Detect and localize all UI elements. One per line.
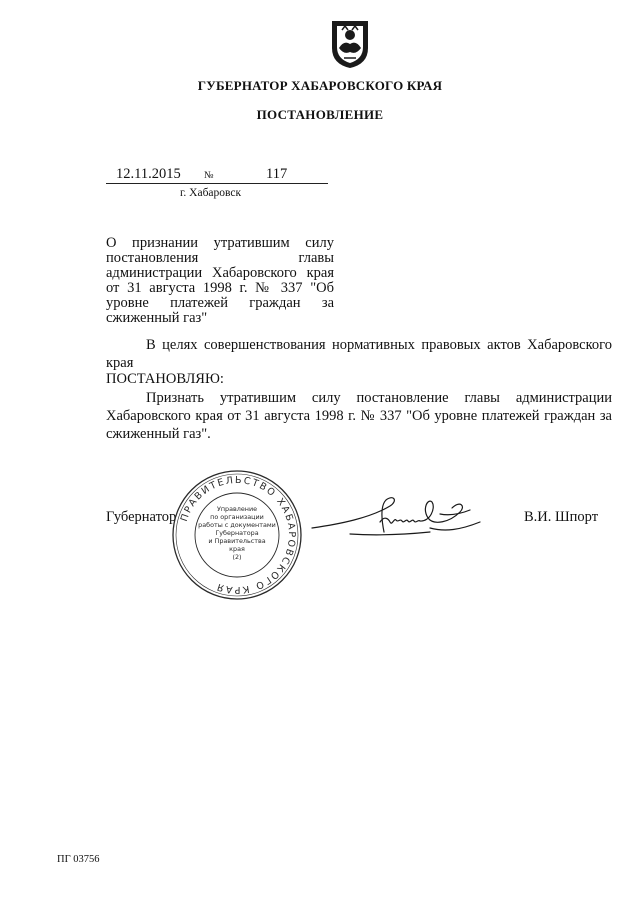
- official-seal: [170, 468, 304, 602]
- number-sign: №: [204, 170, 214, 181]
- seal-inner-line: работы с документами: [198, 521, 276, 529]
- document-subject: О признании утратившим силу постановления главы администрации Хабаровского края от 31 августа 1998 г. № 337 "Об уровне платежей граждан за сжиженный газ": [106, 235, 334, 326]
- decree-paragraph: Признать утратившим силу постановление главы администрации Хабаровского края от 31 августа 1998 г. № 337 "Об уровне платежей граждан за сжиженный газ".: [106, 390, 612, 442]
- seal-inner-line: и Правительства: [208, 537, 266, 545]
- document-city: г. Хабаровск: [180, 187, 242, 199]
- seal-inner-line: края: [229, 545, 245, 553]
- seal-outer-text: ПРАВИТЕЛЬСТВО ХАБАРОВСКОГО КРАЯ: [178, 474, 298, 596]
- seal-inner-line: Губернатора: [215, 529, 259, 537]
- document-code: ПГ 03756: [57, 854, 100, 865]
- signer-title: Губернатор: [106, 509, 177, 525]
- signer-name: В.И. Шпорт: [524, 509, 599, 525]
- document-type-title: ПОСТАНОВЛЕНИЕ: [256, 107, 384, 122]
- decree-word: ПОСТАНОВЛЯЮ:: [106, 371, 224, 387]
- preamble-paragraph: В целях совершенствования нормативных правовых актов Хабаровского края: [106, 337, 612, 371]
- document-date: 12.11.2015: [116, 166, 181, 182]
- org-title: ГУБЕРНАТОР ХАБАРОВСКОГО КРАЯ: [197, 78, 443, 93]
- date-number-underline: [106, 183, 328, 184]
- document-number: 117: [266, 166, 288, 182]
- handwritten-signature: [310, 488, 488, 546]
- seal-inner-line: по организации: [210, 513, 264, 521]
- seal-inner-line: Управление: [216, 505, 258, 513]
- coat-of-arms-icon: [328, 18, 372, 70]
- seal-inner-line: (2): [232, 553, 242, 561]
